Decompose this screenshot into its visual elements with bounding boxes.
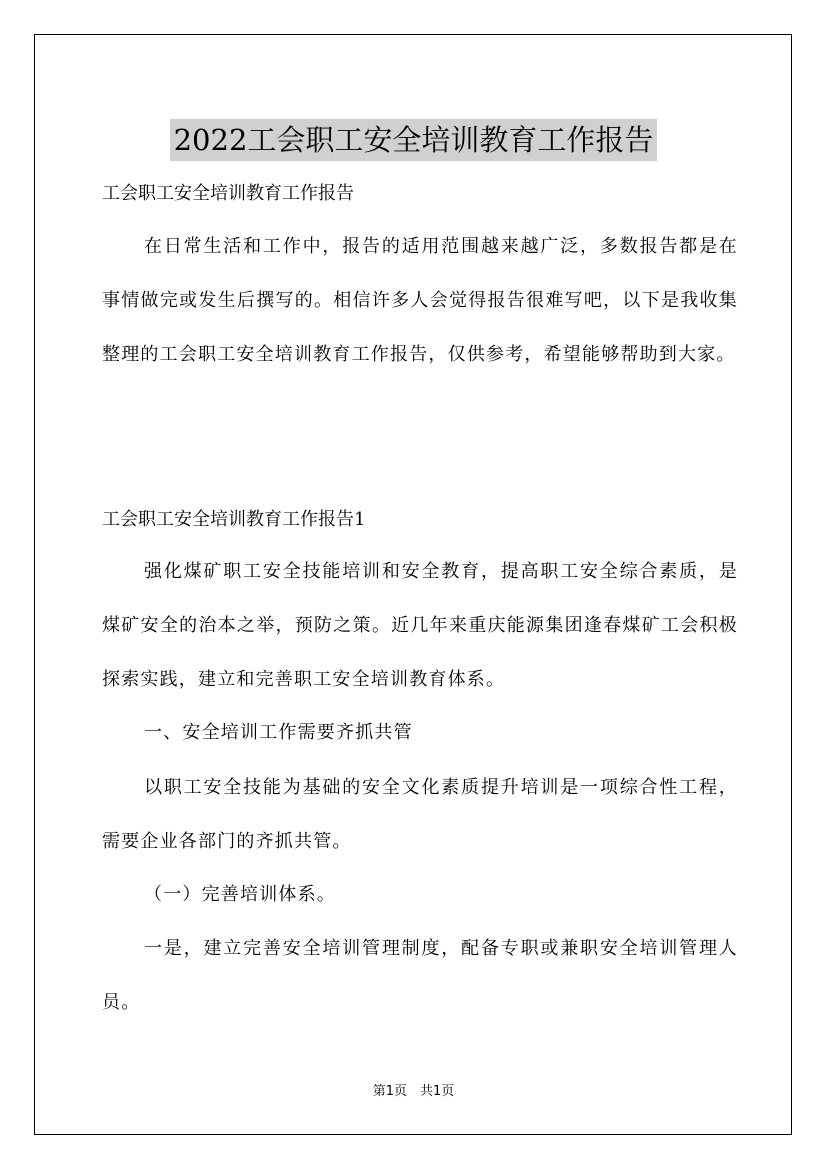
paragraph-1: 强化煤矿职工安全技能培训和安全教育，提高职工安全综合素质，是煤矿安全的治本之举，预防之策。近几年来重庆能源集团逢春煤矿工会积极探索实践，建立和完善职工安全培训教育体系。 (102, 561, 738, 690)
section-title-1: 一、安全培训工作需要齐抓共管 (144, 722, 413, 743)
paragraph-3: 一是，建立完善安全培训管理制度，配备专职或兼职安全培训管理人员。 (102, 938, 738, 1013)
main-heading: 工会职工安全培训教育工作报告 (102, 183, 354, 204)
subsection-title-1: （一）完善培训体系。 (144, 884, 336, 905)
title-container (0, 100, 827, 181)
section-heading-1: 工会职工安全培训教育工作报告1 (102, 509, 366, 530)
paragraph-2: 以职工安全技能为基础的安全文化素质提升培训是一项综合性工程，需要企业各部门的齐抓共管。 (102, 777, 738, 852)
intro-paragraph: 在日常生活和工作中，报告的适用范围越来越广泛，多数报告都是在事情做完或发生后撰写的。相信许多人会觉得报告很难写吧，以下是我收集整理的工会职工安全培训教育工作报告，仅供参考，希望能够帮助到大家。 (102, 236, 738, 365)
document-title: 2022工会职工安全培训教育工作报告 (170, 119, 658, 161)
page-footer: 第1页 共1页 (372, 1084, 455, 1099)
